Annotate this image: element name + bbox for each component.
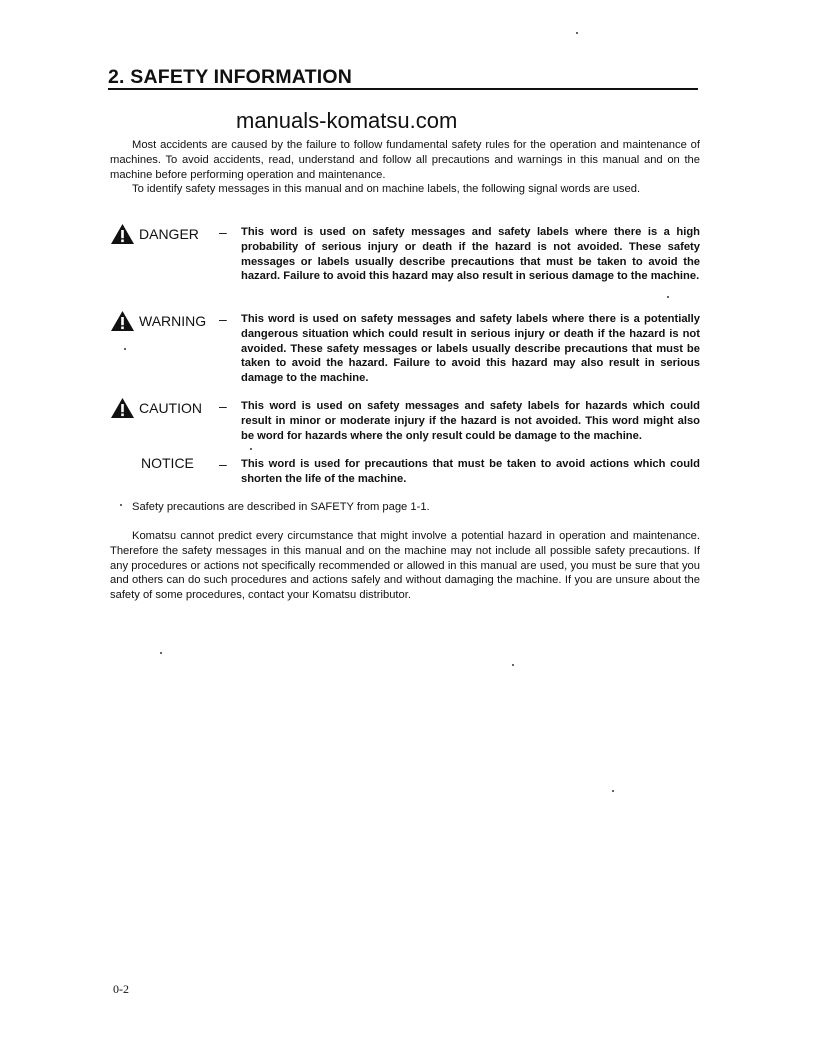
warning-description: This word is used on safety messages and safety labels where there is a potentially dangerous situation which could result in serious injury or death if the hazard is not avoided. These safety messages or labels usually describe precautions that must be taken to avoid the hazard. Failure to avoid this hazard may also result in serious damage to the machine.	[241, 313, 700, 385]
warning-label	[110, 310, 206, 332]
danger-word: DANGER	[139, 226, 199, 242]
warning-triangle-icon	[110, 397, 135, 419]
komatsu-paragraph	[110, 529, 700, 603]
danger-description: This word is used on safety messages and safety labels where there is a high probability of serious injury or death if the hazard is not avoided. These safety messages or labels usually describe precautions that must be taken to avoid the hazard. Failure to avoid this hazard may also result in serious damage to the machine.	[241, 226, 700, 283]
intro-paragraph	[110, 138, 700, 182]
section-heading: 2. SAFETY INFORMATION	[108, 66, 352, 88]
notice-word: NOTICE	[141, 455, 194, 471]
danger-label	[110, 223, 199, 245]
caution-description: This word is used on safety messages and safety labels for hazards which could result in minor or moderate injury if the hazard is not avoided. This word might also be word for hazards where the only result could be damage to the machine.	[241, 400, 700, 442]
scan-speck	[120, 504, 122, 506]
section-heading-block	[108, 66, 698, 90]
page-number: 0-2	[113, 982, 129, 996]
heading-underline	[108, 88, 698, 90]
warning-triangle-icon	[110, 223, 135, 245]
notice-description: This word is used for precautions that must be taken to avoid actions which could shorten the life of the machine.	[241, 458, 700, 485]
safety-reference: Safety precautions are described in SAFETY from page 1-1.	[132, 501, 430, 513]
scan-speck	[576, 32, 578, 34]
separator-dash: –	[219, 311, 227, 327]
scan-speck	[160, 652, 162, 654]
scan-speck	[667, 296, 669, 298]
signal-words-intro-text: To identify safety messages in this manual and on machine labels, the following signal words are used.	[132, 183, 641, 195]
intro-text: Most accidents are caused by the failure to follow fundamental safety rules for the operation and maintenance of machines. To avoid accidents, read, understand and follow all precautions and warnings in this manual and on the machine before performing operation and maintenance.	[110, 139, 700, 181]
separator-dash: –	[219, 398, 227, 414]
notice-label	[139, 455, 194, 471]
caution-label	[110, 397, 202, 419]
warning-triangle-icon	[110, 310, 135, 332]
separator-dash: –	[219, 456, 227, 472]
separator-dash: –	[219, 224, 227, 240]
watermark-text: manuals-komatsu.com	[236, 108, 458, 133]
scan-speck	[124, 348, 126, 350]
caution-word: CAUTION	[139, 400, 202, 416]
signal-words-intro	[110, 182, 700, 197]
scan-speck	[612, 790, 614, 792]
scan-speck	[250, 448, 252, 450]
scan-speck	[512, 664, 514, 666]
komatsu-text: Komatsu cannot predict every circumstance that might involve a potential hazard in operation and maintenance. Therefore the safety messages in this manual and on the machine may not include all possible safety precautions. If any procedures or actions not specifically recommended or allowed in this manual are used, you must be sure that you and others can do such procedures and actions safely and without damaging the machine. If you are unsure about the safety of some procedures, contact your Komatsu distributor.	[110, 530, 700, 602]
warning-word: WARNING	[139, 313, 207, 329]
